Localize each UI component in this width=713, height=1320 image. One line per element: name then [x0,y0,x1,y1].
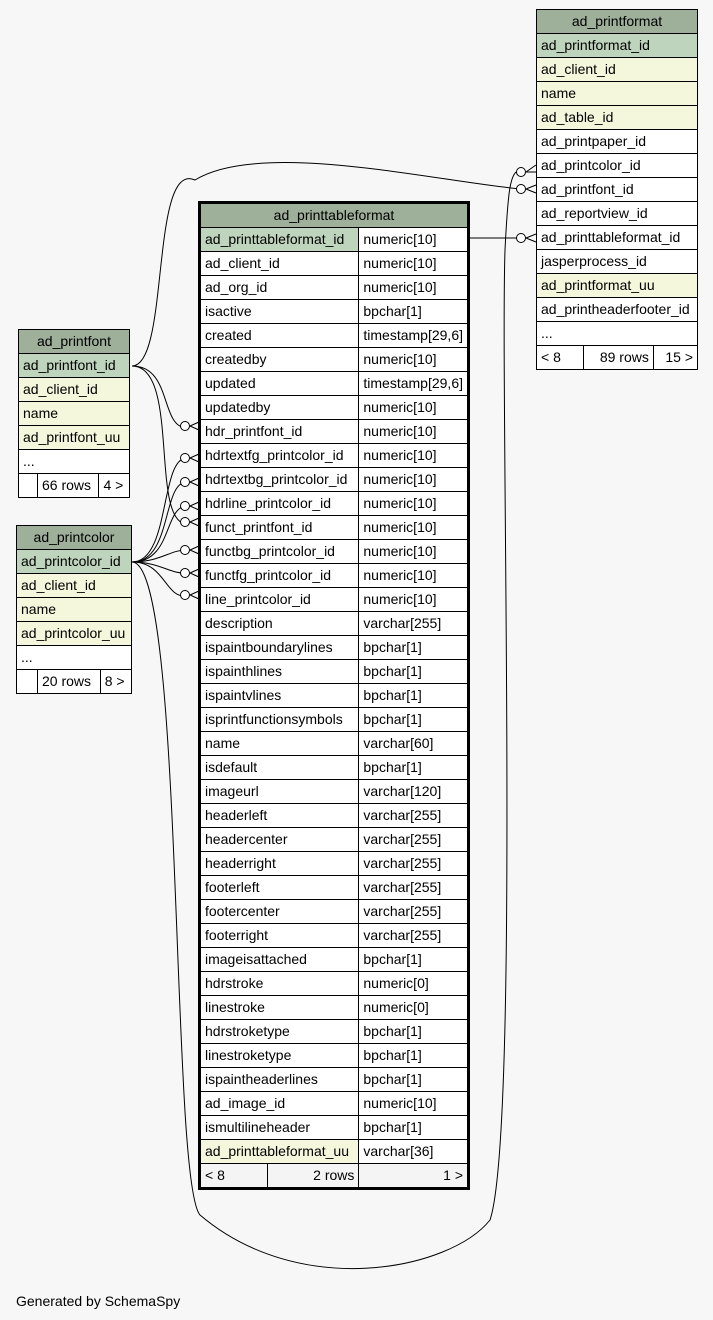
table-ad-printtableformat[interactable] [198,201,470,1190]
generated-by-text: Generated by SchemaSpy [16,1293,181,1309]
column[interactable]: name [17,598,132,622]
column-name[interactable]: hdr_printfont_id [200,420,359,444]
column-name[interactable]: ad_printtableformat_uu [200,1140,359,1164]
column-name[interactable]: headerleft [200,804,359,828]
column[interactable]: ad_reportview_id [537,202,698,226]
column-name[interactable]: description [200,612,359,636]
column-type: varchar[36] [359,1140,469,1164]
column-type: varchar[255] [359,900,469,924]
column-type: timestamp[29,6] [359,324,469,348]
column-row[interactable] [200,660,469,684]
column[interactable]: ad_printcolor_uu [17,622,132,646]
column-name[interactable]: ispainthlines [200,660,359,684]
column[interactable]: ad_printformat_uu [537,274,698,298]
column-row[interactable] [200,1092,469,1116]
column-type: bpchar[1] [359,1068,469,1092]
column-name[interactable]: footerleft [200,876,359,900]
footer-parents-link[interactable]: < 8 [200,1164,268,1189]
table-ad-printcolor[interactable] [16,525,132,694]
column-row[interactable] [200,420,469,444]
column-name[interactable]: line_printcolor_id [200,588,359,612]
column-name[interactable]: name [200,732,359,756]
column-name[interactable]: updatedby [200,396,359,420]
column-name[interactable]: ispaintvlines [200,684,359,708]
column-type: bpchar[1] [359,660,469,684]
column-type: bpchar[1] [359,1116,469,1140]
column-type: bpchar[1] [359,948,469,972]
column-ellipsis: ... [17,646,132,670]
column[interactable]: ad_printheaderfooter_id [537,298,698,322]
column-row[interactable] [200,732,469,756]
footer-row-count: 89 rows [584,346,654,370]
edge-printcolor-line [132,562,186,596]
footer-parents [19,474,38,498]
footer-parents-link[interactable]: < 8 [537,346,584,370]
column-row[interactable] [200,684,469,708]
column-name[interactable]: hdrtextbg_printcolor_id [200,468,359,492]
table-ad-printformat[interactable] [536,9,698,370]
column[interactable]: name [19,402,130,426]
column-name[interactable]: linestroketype [200,1044,359,1068]
column-pk[interactable]: ad_printcolor_id [17,550,132,574]
column-type: varchar[255] [359,876,469,900]
column-row[interactable] [200,780,469,804]
column-row[interactable] [200,324,469,348]
table-title[interactable]: ad_printtableformat [200,203,469,228]
column[interactable]: name [537,82,698,106]
column-row[interactable] [200,252,469,276]
column-name[interactable]: hdrstroketype [200,1020,359,1044]
footer-children-link[interactable]: 4 > [99,474,130,498]
column-name[interactable]: imageisattached [200,948,359,972]
column-pk[interactable]: ad_printformat_id [537,34,698,58]
column[interactable]: ad_printtableformat_id [537,226,698,250]
column-row[interactable] [200,924,469,948]
edge-printfont-hdr [132,366,186,428]
column-name[interactable]: ad_image_id [200,1092,359,1116]
column-name[interactable]: hdrstroke [200,972,359,996]
column-type: varchar[255] [359,828,469,852]
column-type: bpchar[1] [359,708,469,732]
column-row[interactable] [200,1116,469,1140]
column-row[interactable] [200,900,469,924]
table-title[interactable]: ad_printfont [19,330,130,354]
column[interactable]: jasperprocess_id [537,250,698,274]
column-row[interactable] [200,564,469,588]
footer-children-link[interactable]: 1 > [359,1164,469,1189]
column-ellipsis: ... [537,322,698,346]
column-name[interactable]: funct_printfont_id [200,516,359,540]
column-name[interactable]: ad_client_id [200,252,359,276]
edge-printfont-funct [132,366,186,524]
column-name[interactable]: functbg_printcolor_id [200,540,359,564]
column-name[interactable]: linestroke [200,996,359,1020]
column-name[interactable]: functfg_printcolor_id [200,564,359,588]
footer-row-count: 66 rows [38,474,99,498]
footer-row-count: 20 rows [38,670,101,694]
column[interactable]: ad_printfont_id [537,178,698,202]
column-type: varchar[120] [359,780,469,804]
table-title[interactable]: ad_printformat [537,10,698,34]
column-type: numeric[0] [359,996,469,1020]
column-row[interactable] [200,396,469,420]
column-row[interactable] [200,828,469,852]
column-row[interactable] [200,1140,469,1164]
column-pk[interactable]: ad_printfont_id [19,354,130,378]
column-row[interactable] [200,612,469,636]
table-title[interactable]: ad_printcolor [17,526,132,550]
column-row[interactable] [200,372,469,396]
column-name[interactable]: createdby [200,348,359,372]
column-type: numeric[0] [359,972,469,996]
footer-children-link[interactable]: 8 > [100,670,131,694]
column-type: numeric[10] [359,228,469,252]
column-type: numeric[10] [359,444,469,468]
column-name[interactable]: imageurl [200,780,359,804]
column-name[interactable]: created [200,324,359,348]
column-name[interactable]: isdefault [200,756,359,780]
column[interactable]: ad_client_id [537,58,698,82]
column-row[interactable] [200,516,469,540]
column-type: numeric[10] [359,252,469,276]
column-row[interactable] [200,228,469,252]
column-type: bpchar[1] [359,684,469,708]
column[interactable]: ad_client_id [19,378,130,402]
table-ad-printfont[interactable] [18,329,130,498]
column-row[interactable] [200,300,469,324]
column-name[interactable]: ispaintboundarylines [200,636,359,660]
column-name[interactable]: headerright [200,852,359,876]
column-name[interactable]: hdrline_printcolor_id [200,492,359,516]
edge-printcolor-hdrtextfg [132,458,186,562]
edge-printcolor-functfg [132,562,186,573]
column-type: numeric[10] [359,1092,469,1116]
column-row[interactable] [200,348,469,372]
column-name[interactable]: updated [200,372,359,396]
column-name[interactable]: ad_org_id [200,276,359,300]
column-name[interactable]: ismultilineheader [200,1116,359,1140]
footer-children-link[interactable]: 15 > [653,346,697,370]
column-row[interactable] [200,540,469,564]
column[interactable]: ad_printfont_uu [19,426,130,450]
column-row[interactable] [200,1020,469,1044]
column-row[interactable] [200,492,469,516]
column-type: varchar[60] [359,732,469,756]
column-row[interactable] [200,852,469,876]
edge-printcolor-functbg [132,550,186,562]
column-type: timestamp[29,6] [359,372,469,396]
column-type: numeric[10] [359,588,469,612]
column-name[interactable]: isprintfunctionsymbols [200,708,359,732]
column[interactable]: ad_printcolor_id [537,154,698,178]
column-type: varchar[255] [359,852,469,876]
column[interactable]: ad_table_id [537,106,698,130]
column-row[interactable] [200,468,469,492]
column-name[interactable]: footercenter [200,900,359,924]
column-row[interactable] [200,804,469,828]
column-ellipsis: ... [19,450,130,474]
column-name[interactable]: headercenter [200,828,359,852]
column-type: numeric[10] [359,348,469,372]
column-row[interactable] [200,276,469,300]
column-name[interactable]: ad_printtableformat_id [200,228,359,252]
column-type: varchar[255] [359,924,469,948]
column-type: numeric[10] [359,468,469,492]
column-type: numeric[10] [359,276,469,300]
footer-parents [17,670,38,694]
column-type: numeric[10] [359,396,469,420]
column-row[interactable] [200,444,469,468]
column-row[interactable] [200,972,469,996]
column-row[interactable] [200,996,469,1020]
column-type: numeric[10] [359,516,469,540]
column-name[interactable]: ispaintheaderlines [200,1068,359,1092]
column-row[interactable] [200,876,469,900]
column-type: numeric[10] [359,492,469,516]
footer-row-count: 2 rows [268,1164,359,1189]
column-type: varchar[255] [359,804,469,828]
column-type: numeric[10] [359,420,469,444]
column-type: varchar[255] [359,612,469,636]
column-name[interactable]: hdrtextfg_printcolor_id [200,444,359,468]
column-row[interactable] [200,636,469,660]
column[interactable]: ad_client_id [17,574,132,598]
edge-printcolor-hdrtextbg [132,482,186,562]
column-row[interactable] [200,756,469,780]
column-row[interactable] [200,1068,469,1092]
column-type: numeric[10] [359,540,469,564]
column-row[interactable] [200,588,469,612]
column-type: numeric[10] [359,564,469,588]
column-type: bpchar[1] [359,1044,469,1068]
column[interactable]: ad_printpaper_id [537,130,698,154]
column-name[interactable]: footerright [200,924,359,948]
column-type: bpchar[1] [359,636,469,660]
column-name[interactable]: isactive [200,300,359,324]
column-row[interactable] [200,948,469,972]
column-type: bpchar[1] [359,300,469,324]
column-type: bpchar[1] [359,756,469,780]
edge-printcolor-hdrline [132,506,186,562]
column-row[interactable] [200,708,469,732]
column-row[interactable] [200,1044,469,1068]
column-type: bpchar[1] [359,1020,469,1044]
